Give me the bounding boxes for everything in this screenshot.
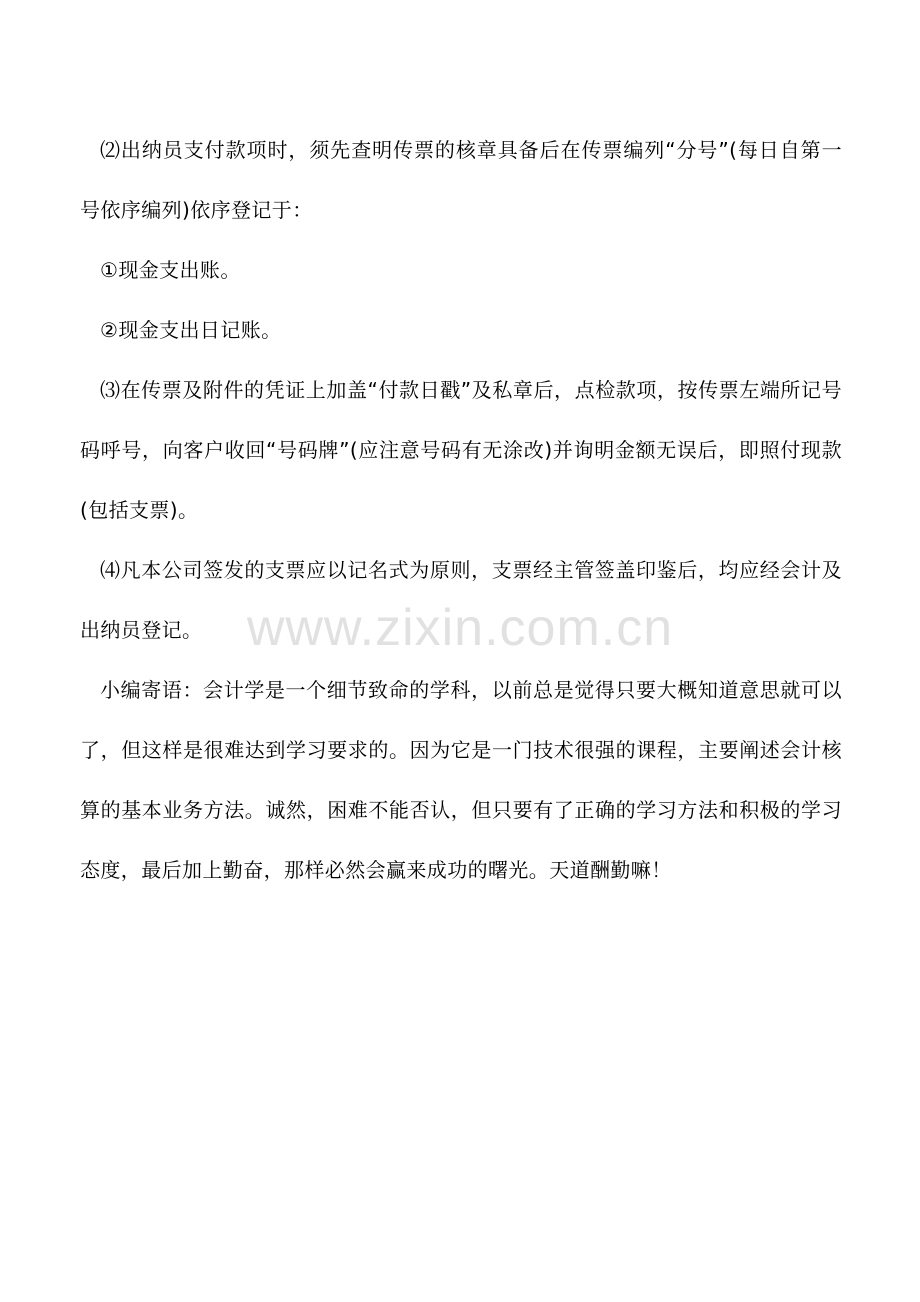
paragraph-stamp-and-pay: ⑶在传票及附件的凭证上加盖“付款日戳”及私章后，点检款项，按传票左端所记号码呼号，向客户收回“号码牌”(应注意号码有无涂改)并询明金额无误后，即照付现款(包括支票)。 xyxy=(80,378,842,522)
paragraph-cash-ledger: ①现金支出账。 xyxy=(100,258,241,282)
paragraph-cash-journal: ②现金支出日记账。 xyxy=(100,318,282,342)
paragraph-editor-note: 小编寄语：会计学是一个细节致命的学科，以前总是觉得只要大概知道意思就可以了，但这样是很难达到学习要求的。因为它是一门技术很强的课程，主要阐述会计核算的基本业务方法。诚然，困难不能否认，但只要有了正确的学习方法和积极的学习态度，最后加上勤奋，那样必然会赢来成功的曙光。天道酬勤嘛！ xyxy=(80,678,842,882)
watermark-text: www.zixin.com.cn xyxy=(246,599,674,657)
paragraph-check-registration: ⑷凡本公司签发的支票应以记名式为原则，支票经主管签盖印鉴后，均应经会计及出纳员登记。 xyxy=(80,558,842,642)
paragraph-payment-procedure: ⑵出纳员支付款项时，须先查明传票的核章具备后在传票编列“分号”(每日自第一号依序编列)依序登记于： xyxy=(80,138,842,222)
document-body xyxy=(80,120,842,900)
